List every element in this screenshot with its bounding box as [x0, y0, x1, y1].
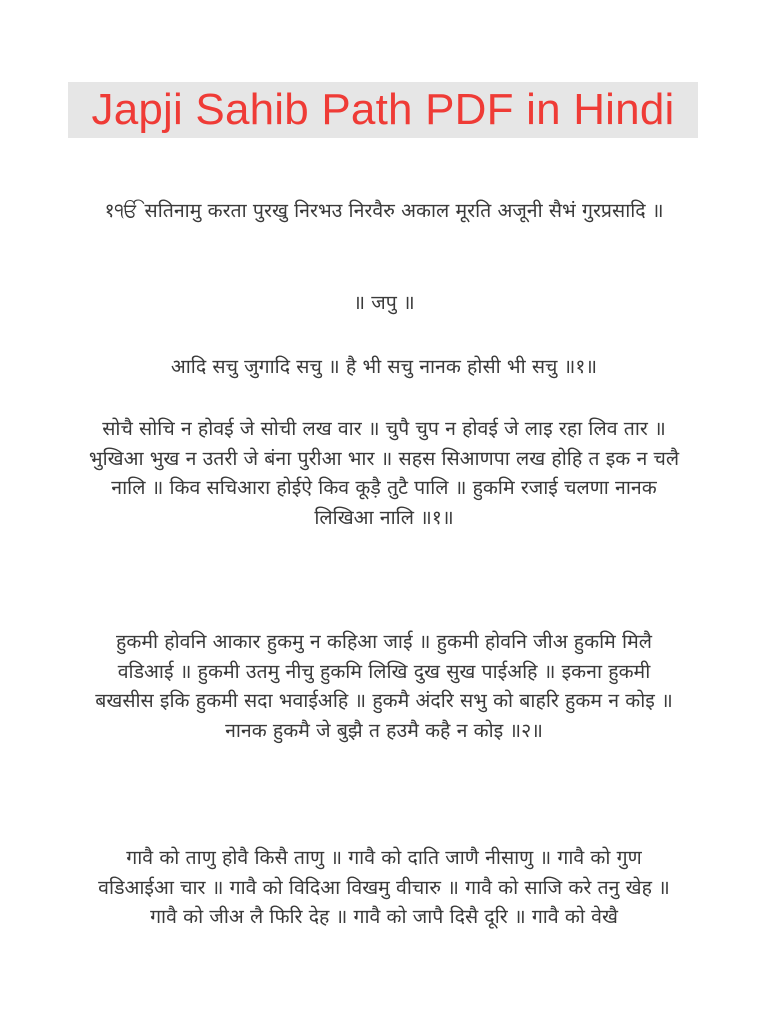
paragraph-mool-mantar: १ੴ सतिनामु करता पुरखु निरभउ निरवैरु अकाल मूरति अजूनी सैभं गुरप्रसादि ॥	[104, 199, 664, 222]
paragraph-jap-heading: ॥ जपु ॥	[353, 291, 415, 314]
paragraph-pauri-3: गावै को ताणु होवै किसै ताणु ॥ गावै को दाति जाणै नीसाणु ॥ गावै को गुण वडिआईआ चार ॥ गावै को विदिआ विखमु वीचारु ॥ गावै को साजि करे तनु खेह ॥ गावै को जीअ लै फिरि देह ॥ गावै को जापै दिसै दूरि ॥ गावै को वेखै	[98, 846, 670, 928]
paragraph-aad-sach: आदि सचु जुगादि सचु ॥ है भी सचु नानक होसी भी सचु ॥१॥	[170, 355, 598, 378]
paragraph-pauri-2: हुकमी होवनि आकार हुकमु न कहिआ जाई ॥ हुकमी होवनि जीअ हुकमि मिलै वडिआई ॥ हुकमी उतमु नीचु हुकमि लिखि दुख सुख पाईअहि ॥ इकना हुकमी बखसीस इकि हुकमी सदा भवाईअहि ॥ हुकमै अंदरि सभु को बाहरि हुकम न कोइ ॥ नानक हुकमै जे बुझै त हउमै कहै न कोइ ॥२॥	[95, 630, 673, 742]
page-title: Japji Sahib Path PDF in Hindi	[91, 85, 675, 134]
paragraph-pauri-1: सोचै सोचि न होवई जे सोची लख वार ॥ चुपै चुप न होवई जे लाइ रहा लिव तार ॥ भुखिआ भुख न उतरी जे बंना पुरीआ भार ॥ सहस सिआणपा लख होहि त इक न चलै नालि ॥ किव सचिआरा होईऐ किव कूड़ै तुटै पालि ॥ हुकमि रजाई चलणा नानक लिखिआ नालि ॥१॥	[88, 417, 680, 529]
